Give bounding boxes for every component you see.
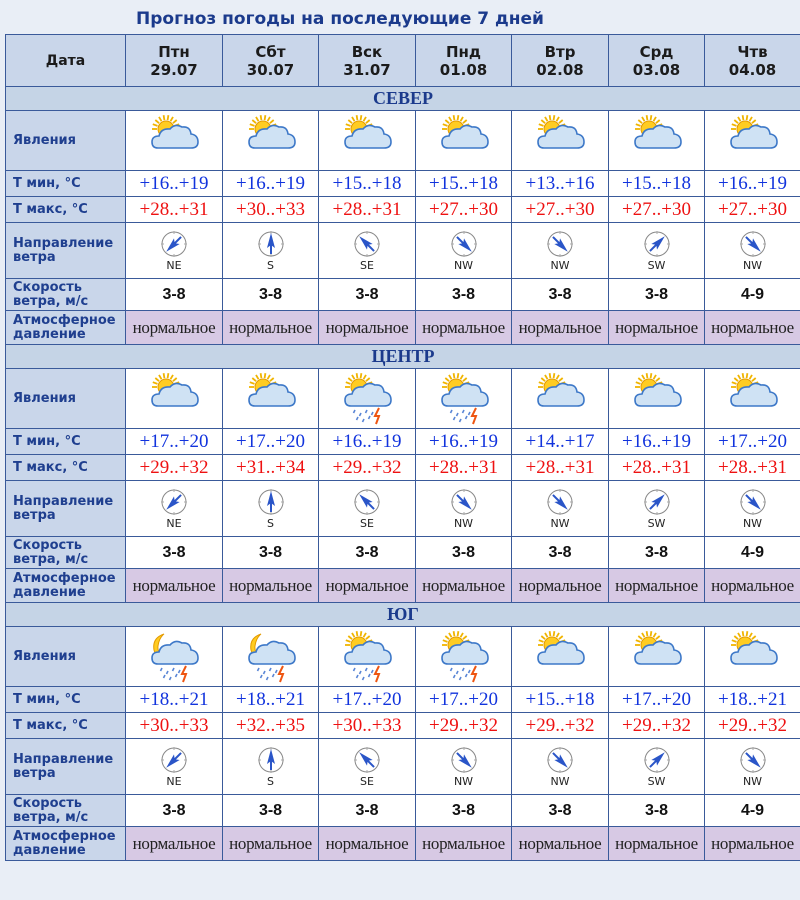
tmax-value: +29..+32: [126, 455, 223, 481]
wind-direction-cell: [416, 481, 512, 537]
tmin-value: +13..+16: [512, 171, 609, 197]
day-header: [512, 35, 609, 87]
pressure-value: нормальное: [319, 569, 416, 603]
wind-direction-cell: [223, 739, 319, 795]
forecast-table: [5, 34, 800, 861]
tmax-value: +29..+32: [705, 713, 800, 739]
compass-icon: [609, 745, 704, 775]
pressure-value: нормальное: [512, 311, 609, 345]
wind-direction-value: NE: [166, 517, 182, 530]
pressure-value: нормальное: [126, 311, 223, 345]
wind-direction-value: SW: [647, 517, 666, 530]
weather-cell: [223, 627, 319, 687]
weather-cell: [319, 111, 416, 171]
compass-icon: [512, 745, 608, 775]
pressure-value: нормальное: [416, 311, 512, 345]
wind-direction-cell: [512, 481, 609, 537]
tmax-value: +28..+31: [705, 455, 800, 481]
partly-cloudy-sun-icon: [705, 114, 800, 168]
wind-speed-value: 4-9: [705, 279, 800, 311]
pressure-row: [6, 827, 800, 861]
tmin-value: +18..+21: [126, 687, 223, 713]
wind-direction-cell: [126, 481, 223, 537]
tmin-value: +14..+17: [512, 429, 609, 455]
compass-icon: [223, 487, 318, 517]
wind-direction-label: Направление ветра: [6, 223, 126, 279]
wind-direction-value: NE: [166, 259, 182, 272]
weather-cell: [609, 111, 705, 171]
compass-icon: [512, 229, 608, 259]
tmin-label: Т мин, °С: [6, 429, 126, 455]
day-name: Чтв: [737, 42, 768, 61]
weather-cell: [416, 627, 512, 687]
wind-speed-value: 3-8: [512, 279, 609, 311]
tmin-row: [6, 687, 800, 713]
wind-direction-cell: [512, 223, 609, 279]
wind-direction-value: SE: [360, 517, 374, 530]
tmax-label: Т макс, °С: [6, 197, 126, 223]
tmax-value: +31..+34: [223, 455, 319, 481]
partly-cloudy-sun-icon: [126, 372, 222, 426]
pressure-value: нормальное: [705, 569, 800, 603]
wind-direction-value: NE: [166, 775, 182, 788]
tmin-value: +16..+19: [319, 429, 416, 455]
wind-speed-value: 3-8: [416, 537, 512, 569]
wind-direction-value: NW: [453, 259, 474, 272]
pressure-label: Атмосферное давление: [6, 569, 126, 603]
wind-speed-value: 3-8: [609, 795, 705, 827]
wind-direction-value: S: [267, 259, 274, 272]
day-header: [319, 35, 416, 87]
weather-cell: [705, 111, 800, 171]
weather-cell: [609, 627, 705, 687]
wind-speed-label: Скорость ветра, м/с: [6, 537, 126, 569]
weather-cell: [223, 369, 319, 429]
compass-icon: [705, 487, 800, 517]
partly-cloudy-sun-icon: [416, 114, 511, 168]
tmax-label: Т макс, °С: [6, 455, 126, 481]
wind-speed-row: [6, 537, 800, 569]
tmax-value: +30..+33: [319, 713, 416, 739]
tmax-value: +29..+32: [416, 713, 512, 739]
wind-speed-value: 3-8: [416, 279, 512, 311]
wind-direction-row: [6, 739, 800, 795]
wind-speed-value: 3-8: [223, 795, 319, 827]
partly-cloudy-sun-icon: [705, 372, 800, 426]
wind-direction-cell: [319, 739, 416, 795]
weather-cell: [705, 627, 800, 687]
tmin-value: +17..+20: [126, 429, 223, 455]
wind-direction-cell: [319, 223, 416, 279]
pressure-value: нормальное: [512, 569, 609, 603]
pressure-value: нормальное: [126, 827, 223, 861]
date-header-label: Дата: [6, 35, 126, 87]
pressure-value: нормальное: [126, 569, 223, 603]
day-header: [705, 35, 800, 87]
wind-speed-row: [6, 795, 800, 827]
wind-direction-cell: [223, 223, 319, 279]
wind-speed-value: 3-8: [223, 537, 319, 569]
pressure-value: нормальное: [416, 569, 512, 603]
wind-direction-row: [6, 223, 800, 279]
wind-speed-row: [6, 279, 800, 311]
wind-direction-label: Направление ветра: [6, 739, 126, 795]
pressure-value: нормальное: [319, 311, 416, 345]
partly-cloudy-sun-icon: [512, 372, 608, 426]
wind-direction-cell: [223, 481, 319, 537]
weather-cell: [319, 627, 416, 687]
wind-direction-value: S: [267, 517, 274, 530]
partly-cloudy-sun-icon: [609, 630, 704, 684]
partly-cloudy-sun-icon: [223, 114, 318, 168]
pressure-value: нормальное: [609, 827, 705, 861]
pressure-value: нормальное: [223, 827, 319, 861]
tmin-value: +16..+19: [126, 171, 223, 197]
tmax-value: +28..+31: [416, 455, 512, 481]
wind-speed-value: 3-8: [126, 537, 223, 569]
wind-speed-value: 3-8: [319, 279, 416, 311]
wind-direction-value: NW: [550, 775, 570, 788]
tmin-value: +16..+19: [705, 171, 800, 197]
tmin-row: [6, 429, 800, 455]
tmax-value: +32..+35: [223, 713, 319, 739]
tmax-value: +30..+33: [223, 197, 319, 223]
tmin-value: +15..+18: [512, 687, 609, 713]
tmin-value: +15..+18: [319, 171, 416, 197]
tmin-value: +17..+20: [319, 687, 416, 713]
region-name: СЕВЕР: [6, 87, 800, 111]
weather-label: Явления: [6, 627, 126, 687]
wind-direction-cell: [416, 223, 512, 279]
tmin-value: +16..+19: [416, 429, 512, 455]
wind-direction-value: NW: [453, 517, 474, 530]
compass-icon: [126, 745, 222, 775]
wind-direction-value: SW: [647, 259, 666, 272]
wind-direction-cell: [512, 739, 609, 795]
compass-icon: [319, 229, 415, 259]
wind-speed-value: 3-8: [319, 795, 416, 827]
weather-row: [6, 369, 800, 429]
weather-cell: [319, 369, 416, 429]
wind-speed-value: 3-8: [609, 537, 705, 569]
pressure-value: нормальное: [705, 827, 800, 861]
wind-direction-cell: [126, 223, 223, 279]
compass-icon: [705, 229, 800, 259]
tmax-value: +27..+30: [416, 197, 512, 223]
compass-icon: [126, 229, 222, 259]
region-row: [6, 603, 800, 627]
tmax-value: +29..+32: [319, 455, 416, 481]
compass-icon: [126, 487, 222, 517]
thunderstorm-rain-sun-icon: [319, 630, 415, 684]
tmax-value: +28..+31: [126, 197, 223, 223]
day-name: Вск: [351, 42, 383, 61]
day-header: [223, 35, 319, 87]
day-header: [126, 35, 223, 87]
wind-direction-cell: [705, 481, 800, 537]
thunderstorm-rain-moon-icon: [223, 630, 318, 684]
region-row: [6, 345, 800, 369]
wind-direction-value: NW: [742, 775, 763, 788]
compass-icon: [609, 229, 704, 259]
region-name: ЮГ: [6, 603, 800, 627]
tmin-value: +17..+20: [705, 429, 800, 455]
tmin-value: +17..+20: [609, 687, 705, 713]
tmax-row: [6, 713, 800, 739]
wind-direction-value: SE: [360, 775, 374, 788]
pressure-row: [6, 569, 800, 603]
wind-direction-cell: [416, 739, 512, 795]
weather-cell: [512, 111, 609, 171]
partly-cloudy-sun-icon: [512, 114, 608, 168]
compass-icon: [705, 745, 800, 775]
compass-icon: [512, 487, 608, 517]
pressure-row: [6, 311, 800, 345]
tmin-row: [6, 171, 800, 197]
day-name: Срд: [639, 42, 674, 61]
wind-speed-value: 3-8: [609, 279, 705, 311]
pressure-value: нормальное: [609, 311, 705, 345]
wind-direction-cell: [319, 481, 416, 537]
weather-cell: [223, 111, 319, 171]
tmax-value: +28..+31: [609, 455, 705, 481]
wind-direction-value: NW: [550, 517, 570, 530]
compass-icon: [223, 229, 318, 259]
day-date: 04.08: [728, 60, 777, 79]
tmax-value: +28..+31: [512, 455, 609, 481]
weather-row: [6, 111, 800, 171]
compass-icon: [416, 487, 511, 517]
wind-speed-value: 4-9: [705, 537, 800, 569]
weather-row: [6, 627, 800, 687]
pressure-value: нормальное: [609, 569, 705, 603]
tmax-label: Т макс, °С: [6, 713, 126, 739]
thunderstorm-rain-sun-icon: [319, 372, 415, 426]
partly-cloudy-sun-icon: [512, 630, 608, 684]
weather-cell: [126, 627, 223, 687]
wind-direction-value: NW: [550, 259, 570, 272]
weather-cell: [126, 369, 223, 429]
wind-speed-value: 3-8: [512, 537, 609, 569]
weather-cell: [126, 111, 223, 171]
weather-label: Явления: [6, 111, 126, 171]
pressure-label: Атмосферное давление: [6, 311, 126, 345]
wind-direction-value: NW: [742, 259, 763, 272]
tmin-label: Т мин, °С: [6, 171, 126, 197]
wind-direction-cell: [609, 739, 705, 795]
wind-speed-value: 3-8: [512, 795, 609, 827]
day-date: 03.08: [632, 60, 681, 79]
partly-cloudy-sun-icon: [126, 114, 222, 168]
wind-direction-label: Направление ветра: [6, 481, 126, 537]
day-date: 31.07: [343, 60, 391, 79]
pressure-value: нормальное: [223, 569, 319, 603]
tmax-value: +28..+31: [319, 197, 416, 223]
tmin-value: +18..+21: [223, 687, 319, 713]
pressure-value: нормальное: [223, 311, 319, 345]
wind-speed-value: 3-8: [319, 537, 416, 569]
date-header-row: [6, 35, 800, 87]
pressure-label: Атмосферное давление: [6, 827, 126, 861]
tmax-value: +27..+30: [705, 197, 800, 223]
tmin-value: +17..+20: [223, 429, 319, 455]
wind-speed-label: Скорость ветра, м/с: [6, 795, 126, 827]
tmin-value: +16..+19: [223, 171, 319, 197]
weather-cell: [512, 369, 609, 429]
tmax-row: [6, 197, 800, 223]
tmax-value: +30..+33: [126, 713, 223, 739]
pressure-value: нормальное: [512, 827, 609, 861]
partly-cloudy-sun-icon: [705, 630, 800, 684]
day-date: 30.07: [246, 60, 295, 79]
wind-direction-value: NW: [453, 775, 474, 788]
tmin-value: +16..+19: [609, 429, 705, 455]
wind-speed-value: 3-8: [416, 795, 512, 827]
tmin-value: +15..+18: [416, 171, 512, 197]
wind-speed-value: 3-8: [126, 795, 223, 827]
wind-direction-cell: [126, 739, 223, 795]
day-date: 01.08: [439, 60, 488, 79]
thunderstorm-rain-sun-icon: [416, 630, 511, 684]
weather-cell: [609, 369, 705, 429]
region-name: ЦЕНТР: [6, 345, 800, 369]
wind-direction-row: [6, 481, 800, 537]
weather-cell: [416, 369, 512, 429]
pressure-value: нормальное: [705, 311, 800, 345]
wind-speed-value: 4-9: [705, 795, 800, 827]
weather-cell: [705, 369, 800, 429]
page-title: Прогноз погоды на последующие 7 дней: [136, 9, 544, 29]
wind-direction-cell: [705, 739, 800, 795]
wind-direction-value: S: [267, 775, 274, 788]
compass-icon: [319, 745, 415, 775]
day-name: Пнд: [445, 42, 482, 61]
thunderstorm-rain-moon-icon: [126, 630, 222, 684]
compass-icon: [416, 745, 511, 775]
tmax-value: +27..+30: [512, 197, 609, 223]
compass-icon: [223, 745, 318, 775]
partly-cloudy-sun-icon: [609, 372, 704, 426]
day-date: 02.08: [536, 60, 584, 79]
compass-icon: [319, 487, 415, 517]
wind-direction-value: SW: [647, 775, 666, 788]
wind-direction-value: NW: [742, 517, 763, 530]
compass-icon: [416, 229, 511, 259]
tmax-value: +29..+32: [512, 713, 609, 739]
tmin-value: +17..+20: [416, 687, 512, 713]
region-row: [6, 87, 800, 111]
wind-direction-value: SE: [360, 259, 374, 272]
wind-speed-label: Скорость ветра, м/с: [6, 279, 126, 311]
day-date: 29.07: [150, 60, 198, 79]
thunderstorm-rain-sun-icon: [416, 372, 511, 426]
weather-label: Явления: [6, 369, 126, 429]
day-header: [416, 35, 512, 87]
pressure-value: нормальное: [319, 827, 416, 861]
tmax-row: [6, 455, 800, 481]
pressure-value: нормальное: [416, 827, 512, 861]
day-name: Сбт: [255, 42, 286, 61]
wind-speed-value: 3-8: [126, 279, 223, 311]
wind-direction-cell: [609, 481, 705, 537]
compass-icon: [609, 487, 704, 517]
tmin-value: +15..+18: [609, 171, 705, 197]
tmax-value: +29..+32: [609, 713, 705, 739]
partly-cloudy-sun-icon: [609, 114, 704, 168]
partly-cloudy-sun-icon: [319, 114, 415, 168]
wind-direction-cell: [705, 223, 800, 279]
tmin-label: Т мин, °С: [6, 687, 126, 713]
wind-speed-value: 3-8: [223, 279, 319, 311]
wind-direction-cell: [609, 223, 705, 279]
day-name: Втр: [544, 42, 576, 61]
tmax-value: +27..+30: [609, 197, 705, 223]
day-header: [609, 35, 705, 87]
weather-cell: [512, 627, 609, 687]
day-name: Птн: [158, 42, 190, 61]
partly-cloudy-sun-icon: [223, 372, 318, 426]
weather-cell: [416, 111, 512, 171]
tmin-value: +18..+21: [705, 687, 800, 713]
